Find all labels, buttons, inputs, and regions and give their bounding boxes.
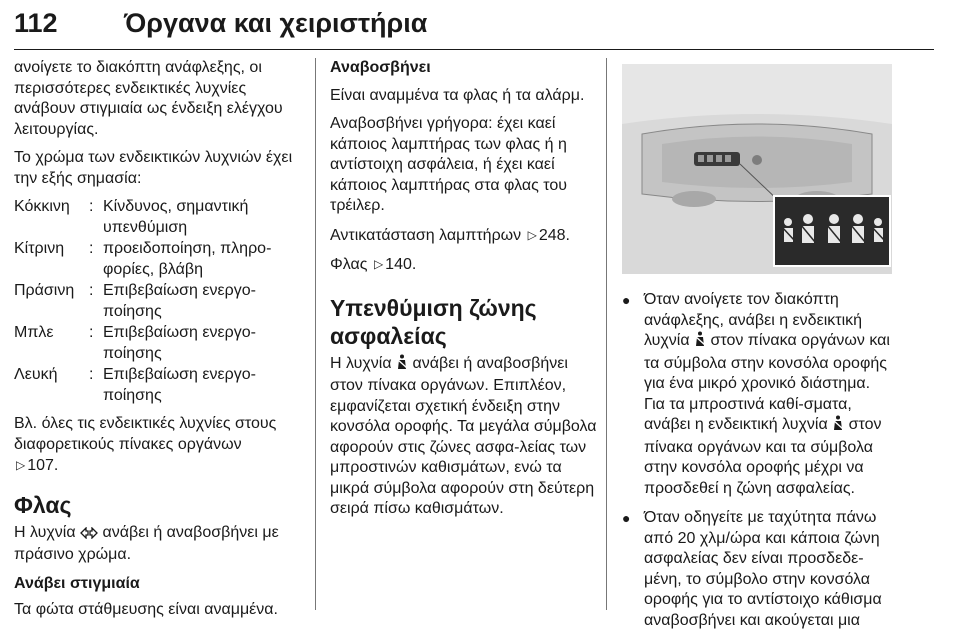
seatbelt-text-after: ανάβει ή αναβοσβήνει στον πίνακα οργάνων. Επιπλέον, εμφανίζεται σχετική ένδειξη στην κονσόλα οροφής. Τα μεγάλα σύμβολα αφορούν στις ζώνες ασφα-λείας των μπροστινών καθισμάτων, ενώ τα μικρά σύμβολα αφορούν στη δεύτερη σειρά πίσω καθισμάτων.: [330, 354, 597, 517]
separator: :: [89, 240, 94, 257]
color-row: [14, 239, 304, 280]
column-left: [14, 58, 304, 629]
separator: :: [89, 366, 94, 383]
bullet1-part-b: στον πίνακα οργάνων και τα σύμβολα στην κονσόλα οροφής για ένα μικρό χρονικό διάστημα. Για τα μπροστινά καθί-σματα, ανάβει η ενδεικτική λυχνία: [644, 332, 890, 433]
bullet-text: [644, 290, 892, 499]
color-meaning: Επιβεβαίωση ενεργο-ποίησης: [103, 324, 256, 362]
colors-intro: Το χρώμα των ενδεικτικών λυχνιών έχει την εξής σημασία:: [14, 149, 293, 187]
column-middle: [330, 58, 598, 528]
lights-briefly-text: Τα φώτα στάθμευσης είναι αναμμένα.: [14, 601, 278, 618]
turn-signal-icon: [80, 525, 98, 546]
list-item: [622, 290, 892, 499]
page-ref-icon: ▷: [373, 257, 384, 271]
bulb-replace-paragraph: [330, 225, 598, 247]
separator: :: [89, 198, 94, 215]
column-divider: [606, 58, 607, 610]
see-also-paragraph: [14, 414, 304, 477]
flashers-page[interactable]: 140.: [385, 256, 417, 273]
color-meaning: Κίνδυνος, σημαντική υπενθύμιση: [103, 198, 249, 236]
seatbelt-paragraph: [330, 354, 598, 520]
flasher-text-after: ανάβει ή αναβοσβήνει με πράσινο χρώμα.: [14, 523, 279, 563]
color-name: Πράσινη: [14, 282, 75, 299]
color-row: [14, 323, 304, 364]
column-right: [622, 290, 892, 640]
page-header: [14, 6, 934, 46]
roof-console-photo: [622, 64, 892, 274]
seatbelt-icon: [694, 331, 706, 354]
color-name: Μπλε: [14, 324, 54, 341]
roof-console-illustration: [622, 64, 892, 274]
color-meaning: Επιβεβαίωση ενεργο-ποίησης: [103, 366, 256, 404]
page-number: 112: [14, 8, 58, 38]
color-row: [14, 365, 304, 406]
flashers-paragraph: [330, 254, 598, 276]
color-name: Λευκή: [14, 366, 58, 383]
separator: :: [89, 282, 94, 299]
color-table: [14, 197, 304, 406]
header-rule: [14, 49, 934, 50]
seatbelt-icon: [396, 354, 408, 377]
seatbelt-icon: [832, 415, 844, 438]
separator: :: [89, 324, 94, 341]
lights-briefly-heading: Ανάβει στιγμιαία: [14, 574, 140, 592]
bullet-marker: ●: [622, 510, 631, 526]
bullet1-part-c: στον πίνακα οργάνων και τα σύμβολα στην κονσόλα οροφής μέχρι να προσδεθεί η ζώνη ασφαλείας.: [644, 416, 882, 497]
flashing-heading: Αναβοσβήνει: [330, 59, 431, 76]
color-row: [14, 197, 304, 238]
flasher-heading: Φλας: [14, 491, 72, 518]
see-also-page[interactable]: 107.: [27, 457, 59, 474]
flashing-text: Είναι αναμμένα τα φλας ή τα αλάρμ.: [330, 86, 585, 104]
bulb-replace-page[interactable]: 248.: [538, 226, 570, 244]
bullet1-part-a: Όταν ανοίγετε τον διακόπτη ανάφλεξης, ανάβει η ενδεικτική λυχνία: [644, 291, 863, 349]
bullet-text: Όταν οδηγείτε με ταχύτητα πάνω από 20 χλμ/ώρα και κάποια ζώνη ασφαλείας δεν είναι προσδεδε-μένη, το σύμβολο στην κονσόλα οροφής για το αντίστοιχο κάθισμα αναβοσβήνει και ακούγεται μια: [644, 509, 882, 629]
color-row: [14, 281, 304, 322]
color-name: Κόκκινη: [14, 198, 70, 215]
bullet-marker: ●: [622, 292, 631, 308]
see-also-text: Βλ. όλες τις ενδεικτικές λυχνίες στους διαφορετικούς πίνακες οργάνων: [14, 415, 277, 453]
section-title: Όργανα και χειριστήρια: [124, 8, 428, 38]
page-ref-icon: ▷: [16, 458, 26, 472]
color-name: Κίτρινη: [14, 240, 65, 257]
flasher-text-before: Η λυχνία: [14, 523, 76, 541]
page-ref-icon: ▷: [527, 227, 537, 242]
flashers-text: Φλας: [330, 256, 368, 273]
fast-flashing-text: Αναβοσβήνει γρήγορα: έχει καεί κάποιος λαμπτήρας των φλας ή η αντίστοιχη ασφάλεια, ή έχει καεί κάποιος λαμπτήρας στα φλας του τρέιλερ.: [330, 115, 568, 214]
color-meaning: Επιβεβαίωση ενεργο-ποίησης: [103, 282, 256, 320]
column-divider: [315, 58, 316, 610]
seatbelt-text-before: Η λυχνία: [330, 354, 392, 372]
intro-paragraph: ανοίγετε το διακόπτη ανάφλεξης, οι περισσότερες ενδεικτικές λυχνίες ανάβουν στιγμιαία ως ένδειξη ελέγχου λειτουργίας.: [14, 59, 283, 138]
flasher-paragraph: [14, 523, 304, 566]
color-meaning: προειδοποίηση, πληρο-φορίες, βλάβη: [103, 240, 272, 278]
list-item: [622, 508, 892, 631]
bulb-replace-text: Αντικατάσταση λαμπτήρων: [330, 226, 522, 244]
seatbelt-heading: Υπενθύμιση ζώνης ασφαλείας: [330, 294, 537, 349]
